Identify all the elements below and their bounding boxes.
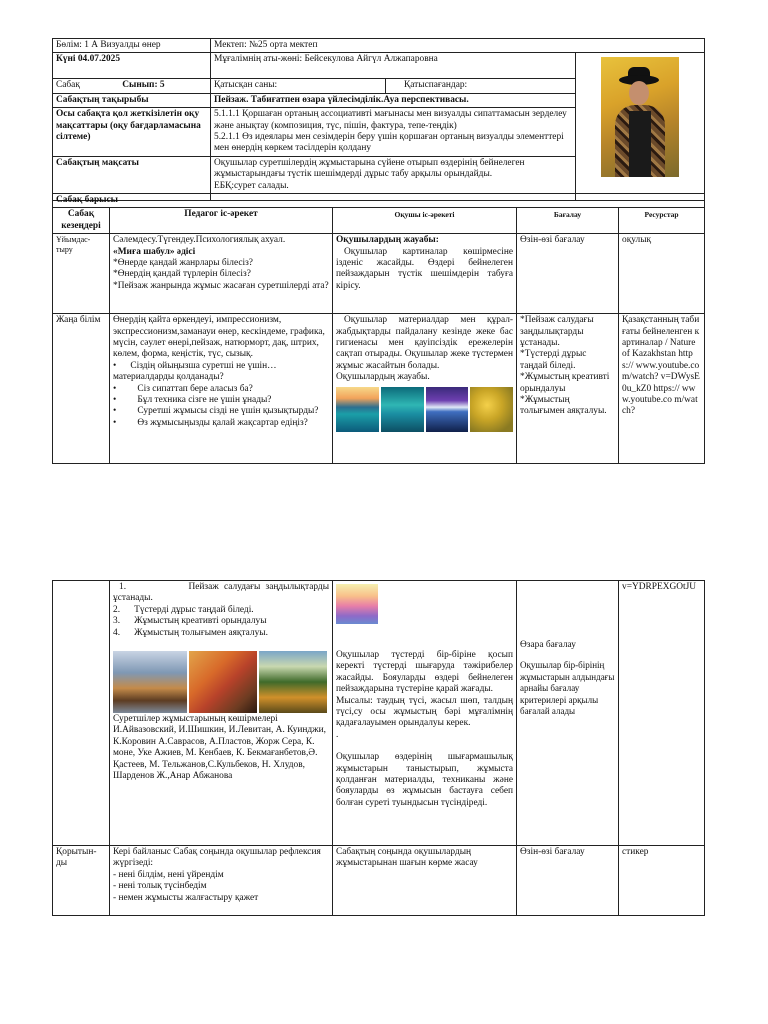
- teacher-photo: [601, 57, 679, 177]
- cont-student: [333, 581, 517, 846]
- stage-empty: [53, 581, 110, 846]
- artist-paintings: [113, 651, 329, 713]
- new-a3: *Жұмыстың креативті орындалуы: [520, 372, 610, 394]
- cont-assess-title: Өзара бағалау: [520, 640, 576, 650]
- cont-l1: 1. Пейзаж салудағы заңдылықтарды ұстанады.: [113, 582, 330, 604]
- new-resource: Қазақстанның табиғаты бейнеленген картиналар / Nature of Kazakhstan https:// www.youtube.co m/watch? v=DWysE0u_kZ0 https:// www.youtube.co m/watch?: [619, 314, 705, 464]
- org-t1: Сәлемдесу.Түгендеу.Психологиялық ахуал.: [113, 235, 286, 246]
- new-q2: • Сіз сипаттап бере аласыз ба?: [113, 383, 253, 394]
- end-t2: - нені білдім, нені үйрендім: [113, 869, 224, 880]
- painting-image: [113, 651, 187, 713]
- school-cell: Мектеп: №25 орта мектеп: [211, 39, 705, 53]
- col-assess: Бағалау: [517, 208, 619, 234]
- goal-line-2: ЕБҚ:сурет салады.: [214, 180, 289, 191]
- org-teacher: [110, 234, 333, 314]
- student-work-image: [426, 387, 469, 432]
- objectives-value: [211, 108, 576, 157]
- new-s-text: Оқушылар материалдар мен құрал-жабдықтарды пайдалану кезінде жеке бас гигиенасы мен қауіпсіздік ережелерін сақтап отырады. Оқушылар жеке түстермен жұмыс жасайтын болады.: [336, 315, 513, 371]
- present-cell: Қатысқан саны:: [211, 79, 386, 93]
- org-resource: оқулық: [619, 234, 705, 314]
- objective-1: 5.1.1.1 Қоршаған ортаның ассоциативті мағынасы мен визуалды сипаттамасын зерделеу және анықтау (композиция, түс, пішін, фактура, тепе-теңдік): [214, 109, 567, 131]
- cont-assess-text: Оқушылар бір-бірінің жұмыстарын алдындағы арнайы бағалау критерилері арқылы бағалай алады: [520, 660, 615, 717]
- cont-assess: [517, 581, 619, 846]
- new-q1: • Сіздің ойыңызша суретші не үшін… материалдарды қолданады?: [113, 360, 277, 383]
- new-assess: [517, 314, 619, 464]
- cont-s2: Мысалы: таудың түсі, жасыл шөп, талдың түсі,су осы жұмыстың бәрі мұғалімнің қадағалауымен орындалуы керек.: [336, 695, 513, 729]
- new-q5: • Өз жұмысыңызды қалай жақсартар едіңіз?: [113, 417, 308, 428]
- student-work-image: [381, 387, 424, 432]
- lesson-header-table: [52, 38, 705, 201]
- col-teacher: Педагог іс-әрекет: [110, 208, 333, 234]
- table-row: [53, 314, 705, 464]
- objectives-label: Осы сабақта қол жеткізілетін оқу мақсаттары (оқу бағдарламасына сілтеме): [53, 108, 211, 157]
- student-work-image: [470, 387, 513, 432]
- new-s-answer: Оқушылардың жауабы.: [336, 372, 430, 383]
- org-s-text: Оқушылар картиналар көшірмесіне ізденіс жасайды. Өздері бейнелеген пейзаждарын түстік шешімдерін табуға кірісу.: [336, 246, 513, 291]
- org-t3: *Өнерде қандай жанрлары білесіз?: [113, 258, 253, 269]
- new-t1: Өнердің қайта өркендеуі, импрессионизм, экспрессионизм,заманауи өнер, кескіндеме, графика, мүсін, сәулет өнері,пейзаж, натюрморт, дақ, штрих, көлем, форма, кеңістік, түс, сызық.: [113, 315, 325, 360]
- student-work-image: [336, 387, 379, 432]
- cont-s1: Оқушылар түстерді бір-біріне қосып керекті түстерді шығаруда тәжірибелер жасайды. Бояуларды өздері бейнелеген пейзаждарына түстеріне қарай жағады.: [336, 650, 513, 695]
- cont-l2: 2. Түстерді дұрыс таңдай біледі.: [113, 604, 254, 615]
- painting-image: [259, 651, 327, 713]
- end-assess: Өзін-өзі бағалау: [517, 846, 619, 916]
- new-teacher: [110, 314, 333, 464]
- new-a4: *Жұмыстың толығымен аяқталуы.: [520, 395, 607, 417]
- end-t4: - немен жұмысты жалғастыру қажет: [113, 892, 259, 903]
- org-t4: *Өнердің қандай түрлерін білесіз?: [113, 269, 251, 280]
- progress-title: Сабақ барысы: [53, 194, 705, 208]
- stage-new: Жаңа білім: [53, 314, 110, 464]
- table-row: [53, 846, 705, 916]
- artists-list: Суретшілер жұмыстарының көшірмелері И.Айвазовский, И.Шишкин, И.Левитан, А. Куинджи, К.Коровин А.Саврасов, А.Пластов, Жорж Сера, К. моне, Уке Ажиев, М. Кенбаев, К. Бекмағанбетов,Ә. Қастеев, М. Тельжанов,С.Кульбеков, Н. Хлудов, Шарденов Ж.,Анар Абжанова: [113, 714, 327, 782]
- new-a1: *Пейзаж салудағы заңдылықтарды ұстанады.: [520, 315, 594, 349]
- photo-cell: [576, 53, 705, 200]
- new-q3: • Бұл техника сізге не үшін ұнады?: [113, 395, 272, 406]
- cont-s4: Оқушылар өздерінің шығармашылық жұмыстарын таныстырып, жұмыста қолданған материалды, техниканы және бояуларды өз жұмысын бастауға себеп болған суреті туындысын түсіндіреді.: [336, 752, 513, 808]
- painting-image: [189, 651, 257, 713]
- date-label: Күні: [56, 54, 76, 65]
- cont-resource: v=YDRPEXGOtJU: [619, 581, 705, 846]
- lesson-class-cell: [53, 79, 211, 93]
- stage-end: Қорытын-ды: [53, 846, 110, 916]
- new-q4: • Суретші жұмысы сізді не үшін қызықтырды?: [113, 406, 319, 417]
- new-a2: *Түстерді дұрыс таңдай біледі.: [520, 349, 587, 371]
- new-student: [333, 314, 517, 464]
- org-t5: *Пейзаж жанрында жұмыс жасаған суретшілерді ата?: [113, 280, 329, 291]
- col-resource: Ресурстар: [619, 208, 705, 234]
- end-resource: стикер: [619, 846, 705, 916]
- objective-2: 5.2.1.1 Өз идеялары мен сезімдерін беру үшін қоршаған ортаның визуалды элементтері мен өнердің көркем тәсілдерін қолдану: [214, 132, 564, 154]
- goal-label: Сабақтың мақсаты: [53, 156, 211, 200]
- lesson-label: Сабақ: [56, 80, 80, 91]
- org-t2: «Миға шабул» әдісі: [113, 246, 196, 257]
- col-stage: Сабақ кезеңдері: [53, 208, 110, 234]
- absent-cell: Қатыспағандар:: [386, 79, 576, 93]
- topic-value: Пейзаж. Табиғатпен өзара үйлесімділік.Ауа перспективасы.: [211, 93, 576, 107]
- student-work-image: [336, 584, 378, 624]
- cont-l3: 3. Жұмыстың креативті орындалуы: [113, 616, 267, 627]
- cont-teacher: [110, 581, 333, 846]
- org-assess: Өзін-өзі бағалау: [517, 234, 619, 314]
- cont-l4: 4. Жұмыстың толығымен аяқталуы.: [113, 627, 268, 638]
- end-teacher: [110, 846, 333, 916]
- progress-table: [52, 193, 705, 464]
- end-student: Сабақтың соңында оқушылардың жұмыстарынан шағын көрме жасау: [333, 846, 517, 916]
- teacher-cell: Мұғалімнің аты-жөні: Бейсекулова Айгүл Алжапаровна: [211, 53, 576, 79]
- topic-label: Сабақтың тақырыбы: [53, 93, 211, 107]
- cont-s3: .: [336, 729, 339, 740]
- date-cell: [53, 53, 211, 79]
- student-works-gallery: [336, 387, 513, 432]
- table-row: [53, 234, 705, 314]
- section-cell: Бөлім: 1 А Визуалды өнер: [53, 39, 211, 53]
- org-s-title: Оқушылардың жауабы:: [336, 235, 439, 246]
- goal-line-1: Оқушылар суретшілердің жұмыстарына сүйене отырып өздерінің бейнелеген жұмыстарындағы түстік шешімдерді дұрыс табу арқылы орындайды.: [214, 157, 525, 180]
- class-label: Сынып: 5: [122, 80, 165, 91]
- table-row: [53, 581, 705, 846]
- org-student: [333, 234, 517, 314]
- end-t1: Кері байланыс Сабақ соңында оқушылар рефлексия жүргізеді:: [113, 847, 321, 869]
- date-value: 04.07.2025: [77, 54, 121, 65]
- end-t3: - нені толық түсінбедім: [113, 881, 207, 892]
- progress-table-continued: [52, 580, 705, 916]
- stage-org: Ұйымдас-тыру: [53, 234, 110, 314]
- col-student: Оқушы іс-әрекеті: [333, 208, 517, 234]
